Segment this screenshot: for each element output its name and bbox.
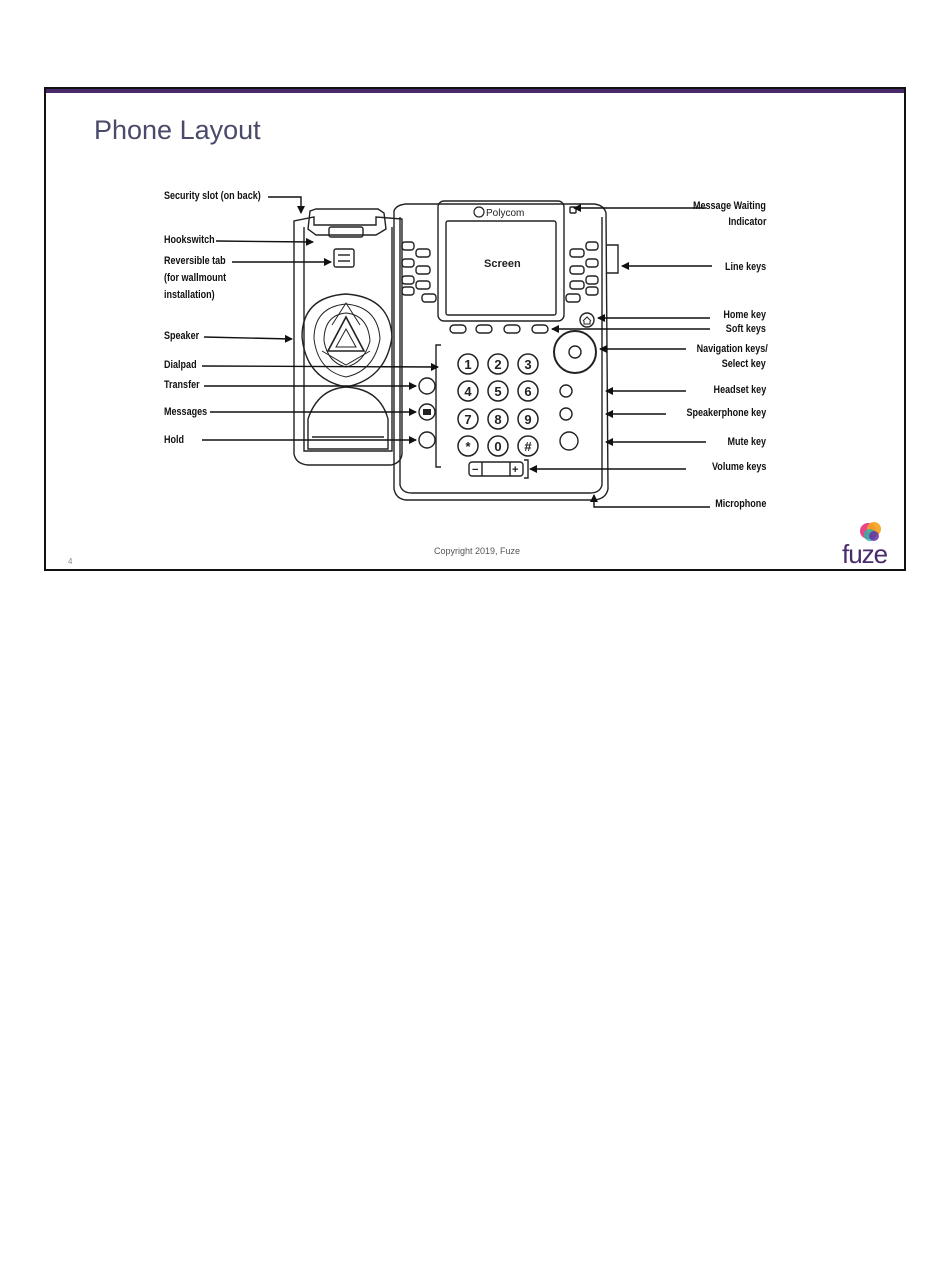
- hookswitch: [308, 209, 386, 235]
- label-hold: Hold: [164, 434, 185, 446]
- dialpad-key-label: 2: [494, 357, 502, 372]
- screen-label: Screen: [484, 258, 521, 270]
- label-home-key: Home key: [723, 309, 766, 321]
- soft-key: [476, 325, 492, 333]
- dialpad-key-label: 6: [524, 384, 532, 399]
- fuze-logo-text: fuze: [842, 539, 888, 569]
- navigation-keys: [554, 331, 596, 373]
- dialpad-key-label: #: [524, 439, 532, 454]
- label-speakerphone-key: Speakerphone key: [686, 407, 766, 419]
- label-mute-key: Mute key: [727, 436, 766, 448]
- handset: [294, 217, 402, 465]
- dialpad-key-label: 5: [494, 384, 502, 399]
- speaker-grille: [302, 294, 392, 387]
- label-line-keys: Line keys: [724, 261, 766, 273]
- headset-key: [560, 385, 572, 397]
- home-key: [580, 313, 594, 327]
- label-microphone: Microphone: [714, 498, 766, 510]
- select-key: [569, 346, 581, 358]
- label-reversible-tab-1: Reversible tab: [164, 255, 226, 267]
- label-navigation-2: Select key: [721, 358, 766, 370]
- dialpad: [458, 354, 538, 456]
- label-transfer: Transfer: [164, 379, 200, 391]
- reversible-tab: [334, 249, 354, 267]
- soft-key: [504, 325, 520, 333]
- slide: [44, 87, 906, 571]
- dialpad-key-label: 8: [494, 412, 502, 427]
- label-message-waiting-2: Indicator: [727, 216, 766, 228]
- label-message-waiting-1: Message Waiting: [693, 200, 766, 212]
- polycom-brand: Polycom: [486, 208, 525, 219]
- label-headset-key: Headset key: [713, 384, 766, 396]
- label-volume-keys: Volume keys: [711, 461, 766, 473]
- fuze-logo: [842, 519, 902, 567]
- dialpad-key-label: *: [465, 439, 471, 454]
- mute-key: [560, 432, 578, 450]
- label-hookswitch: Hookswitch: [164, 234, 215, 246]
- page-number: 4: [68, 557, 73, 566]
- label-soft-keys: Soft keys: [725, 323, 766, 335]
- dialpad-key-label: 3: [524, 357, 532, 372]
- volume-minus: −: [472, 464, 479, 476]
- label-reversible-tab-2: (for wallmount: [164, 272, 227, 284]
- slide-title: Phone Layout: [94, 115, 261, 145]
- dialpad-key-label: 0: [494, 439, 502, 454]
- dialpad-key-label: 9: [524, 412, 532, 427]
- label-reversible-tab-3: installation): [164, 289, 215, 301]
- transfer-key: [419, 378, 435, 394]
- speakerphone-key: [560, 408, 572, 420]
- copyright: Copyright 2019, Fuze: [434, 546, 521, 556]
- label-dialpad: Dialpad: [164, 359, 197, 371]
- soft-key: [532, 325, 548, 333]
- label-security-slot: Security slot (on back): [164, 190, 261, 202]
- dialpad-key-label: 7: [464, 412, 472, 427]
- label-speaker: Speaker: [164, 330, 200, 342]
- hold-key: [419, 432, 435, 448]
- volume-plus: +: [512, 464, 519, 476]
- dialpad-key-label: 1: [464, 357, 472, 372]
- label-messages: Messages: [164, 406, 208, 418]
- soft-key: [450, 325, 466, 333]
- label-navigation-1: Navigation keys/: [696, 343, 768, 355]
- dialpad-key-label: 4: [464, 384, 472, 399]
